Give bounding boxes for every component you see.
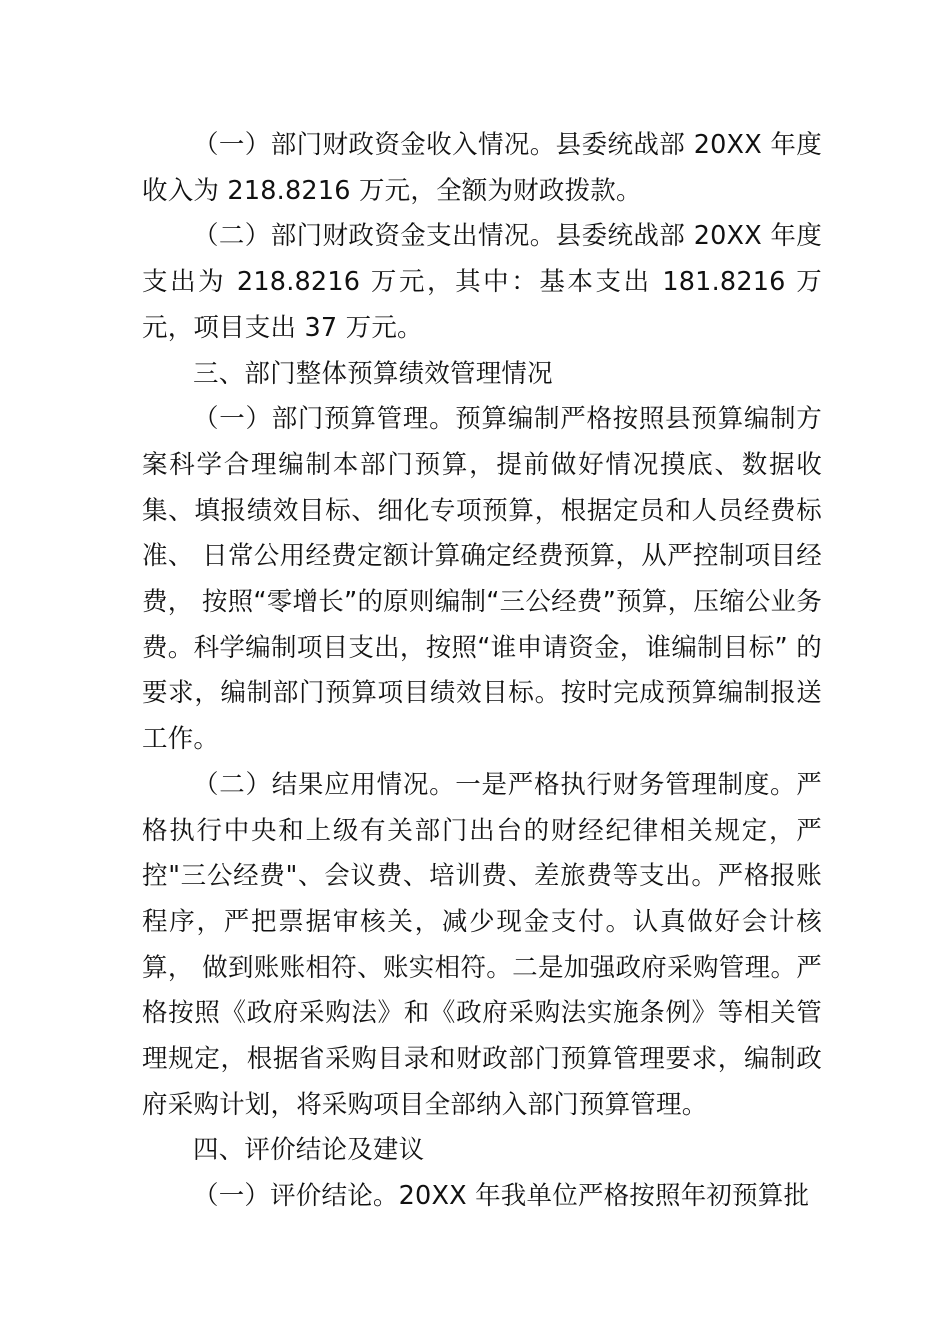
paragraph-income: （一）部门财政资金收入情况。县委统战部 20XX 年度收入为 218.8216 万元，全额为财政拨款。 [142, 130, 822, 206]
document-body [142, 123, 822, 1220]
paragraph-expenditure: （二）部门财政资金支出情况。县委统战部 20XX 年度支出为 218.8216 万元，其中：基本支出 181.8216 万元，项目支出 37 万元。 [142, 221, 822, 343]
paragraph-result-application: （二）结果应用情况。一是严格执行财务管理制度。严格执行中央和上级有关部门出台的财经纪律相关规定，严控"三公经费"、会议费、培训费、差旅费等支出。严格报账程序，严把票据审核关，减少现金支付。认真做好会计核算， 做到账账相符、账实相符。二是加强政府采购管理。严格按照《政府采购法》和《政府采购法实施条例》等相关管理规定，根据省采购目录和财政部门预算管理要求，编制政府采购计划，将采购项目全部纳入部门预算管理。 [142, 769, 822, 1120]
paragraph-evaluation-conclusion: （一）评价结论。20XX 年我单位严格按照年初预算批 [193, 1181, 810, 1212]
section-heading-budget-performance: 三、部门整体预算绩效管理情况 [193, 358, 553, 389]
paragraph-budget-management: （一）部门预算管理。预算编制严格按照县预算编制方案科学合理编制本部门预算，提前做好情况摸底、数据收集、填报绩效目标、细化专项预算，根据定员和人员经费标准、 日常公用经费定额计算确定经费预算，从严控制项目经费， 按照“零增长”的原则编制“三公经费”预算，压缩公业务费。科学编制项目支出，按照“谁申请资金，谁编制目标” 的要求，编制部门预算项目绩效目标。按时完成预算编制报送工作。 [142, 404, 822, 755]
section-heading-conclusion: 四、评价结论及建议 [193, 1135, 425, 1166]
